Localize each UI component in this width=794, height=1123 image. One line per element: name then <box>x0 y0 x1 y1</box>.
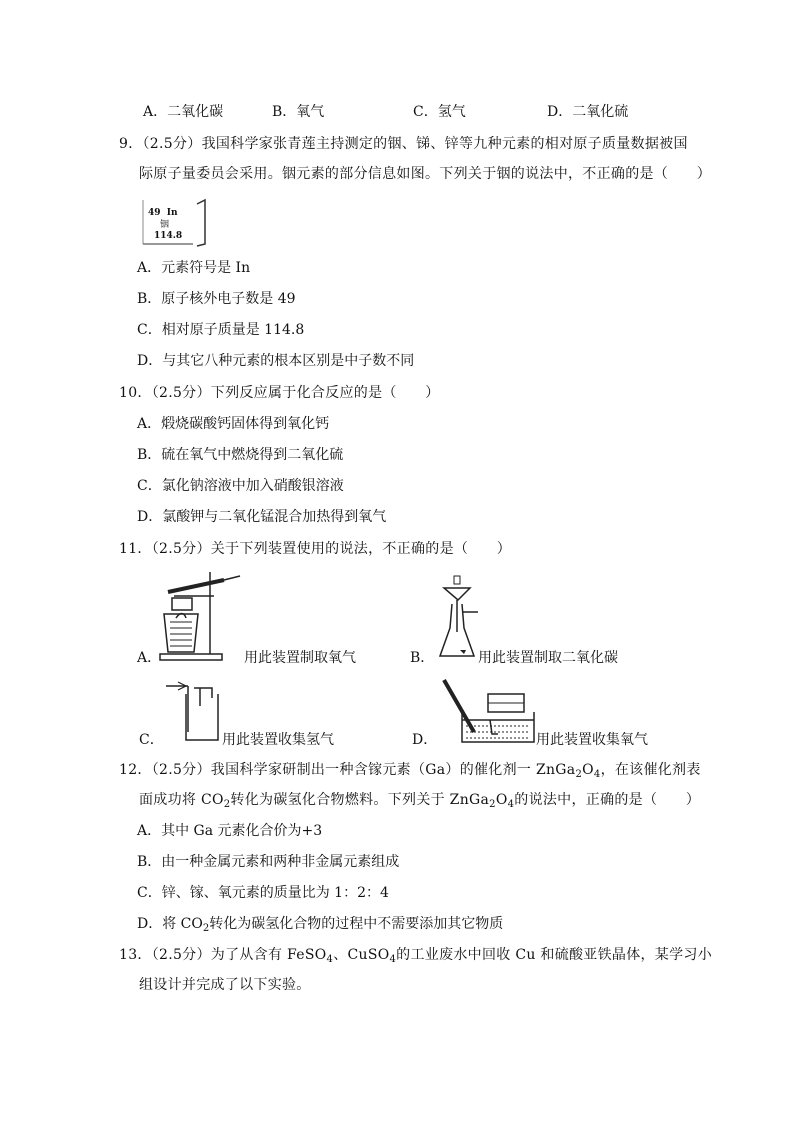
oxygen-water-displacement-figure <box>440 676 536 750</box>
element-mass: 114.8 <box>154 231 183 241</box>
q10-option-b: B．硫在氧气中燃烧得到二氧化硫 <box>137 447 344 463</box>
q8-option-c: C．氢气 <box>413 104 466 120</box>
q8-option-a: A．二氧化碳 <box>143 104 224 120</box>
q9-option-a: A．元素符号是 In <box>137 260 251 276</box>
q10-option-c: C．氯化钠溶液中加入硝酸银溶液 <box>137 478 344 494</box>
element-name: 铟 <box>160 220 170 230</box>
q12-stem-line1: 12．（2.5分）我国科学家研制出一种含镓元素（Ga）的催化剂一 $ZnGa_2O_4$，在该催化剂表 <box>119 762 701 780</box>
q11-label-c: C． <box>139 732 164 748</box>
indium-element-card <box>141 196 211 248</box>
q9-stem-line2: 际原子量委员会采用。铟元素的部分信息如图。下列关于铟的说法中，不正确的是（ ） <box>139 166 711 182</box>
q10-option-d: D．氯酸钾与二氧化锰混合加热得到氧气 <box>137 509 387 525</box>
q12-stem-line2: 面成功将 $CO_2$转化为碳氢化合物燃料。下列关于 $ZnGa_2O_4$的说法中，正确的是（ ） <box>139 792 701 810</box>
hydrogen-collection-bottle-figure <box>160 676 224 750</box>
q9-option-d: D．与其它八种元素的根本区别是中子数不同 <box>137 353 415 369</box>
q8-option-d: D．二氧化硫 <box>547 104 629 120</box>
q12-option-a: A．其中 Ga 元素化合价为+3 <box>137 823 323 839</box>
q13-stem-line2: 组设计并完成了以下实验。 <box>139 977 311 993</box>
q12-option-b: B．由一种金属元素和两种非金属元素组成 <box>137 854 400 870</box>
q13-stem-line1: 13．（2.5分）为了从含有 FeSO$_4$、CuSO$_4$的工业废水中回收 Cu 和硫酸亚铁晶体，某学习小 <box>119 947 712 965</box>
q11-text-a: 用此装置制取氧气 <box>244 650 356 666</box>
q12-option-c: C．锌、镓、氧元素的质量比为 1：2：4 <box>137 885 389 901</box>
q10-stem: 10．（2.5分）下列反应属于化合反应的是（ ） <box>119 385 440 401</box>
q11-label-d: D． <box>412 732 438 748</box>
carbon-dioxide-generation-apparatus-figure <box>436 574 478 670</box>
q8-option-b: B．氧气 <box>272 104 325 120</box>
q9-option-b: B．原子核外电子数是 49 <box>137 291 296 307</box>
q12-option-d: D．将 $CO_2$转化为碳氢化合物的过程中不需要添加其它物质 <box>137 916 504 934</box>
q11-label-b: B． <box>410 650 435 666</box>
q11-text-d: 用此装置收集氧气 <box>536 732 648 748</box>
q9-stem-line1: 9．（2.5分）我国科学家张青莲主持测定的铟、锑、锌等九种元素的相对原子质量数据被国 <box>119 136 688 152</box>
q11-text-b: 用此装置制取二氧化碳 <box>478 650 618 666</box>
q10-option-a: A．煅烧碳酸钙固体得到氧化钙 <box>137 416 330 432</box>
oxygen-generation-apparatus-figure <box>154 568 244 668</box>
q11-label-a: A． <box>137 650 162 666</box>
element-number-symbol: 49 In <box>148 208 178 218</box>
q11-stem: 11．（2.5分）关于下列装置使用的说法，不正确的是（ ） <box>119 541 512 557</box>
q9-option-c: C．相对原子质量是 114.8 <box>137 322 305 338</box>
q11-text-c: 用此装置收集氢气 <box>222 732 334 748</box>
